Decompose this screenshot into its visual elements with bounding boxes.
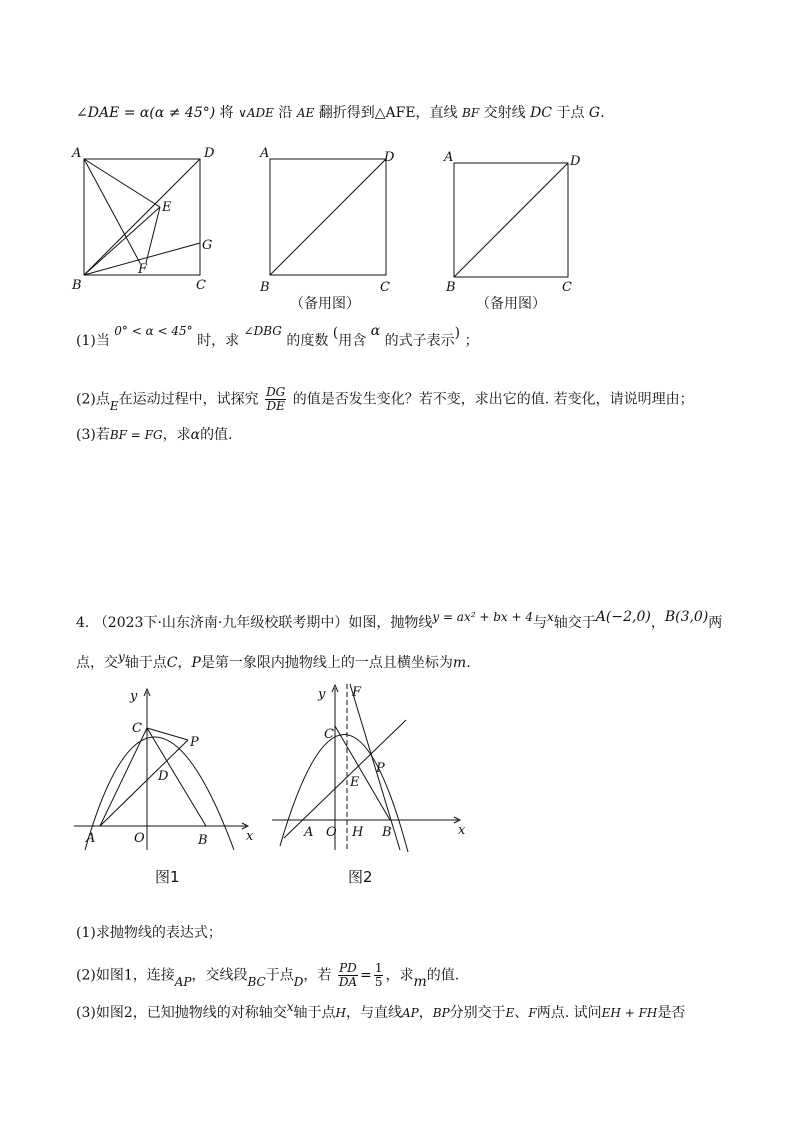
label-B: B	[72, 278, 82, 293]
svg-text:P: P	[190, 735, 199, 750]
square-figure-backup-1	[256, 145, 406, 295]
svg-text:B: B	[260, 280, 270, 295]
fraction-one-fifth: $\frac{1}{5}$	[374, 961, 383, 989]
parabola-figure-1	[70, 684, 260, 854]
svg-text:D: D	[570, 154, 581, 169]
p4-part-1: (1)求抛物线的表达式；	[76, 925, 222, 941]
svg-text:O: O	[326, 825, 337, 840]
svg-text:A: A	[260, 146, 270, 161]
problem-4-line-2: 点，交y轴于点C，P是第一象限内抛物线上的一点且横坐标为m.	[76, 650, 471, 671]
intro-line: ∠DAE = α(α ≠ 45°) 将 ∨ADE 沿 AE 翻折得到△AFE，直线 BF 交射线 DC 于点 G.	[76, 105, 605, 121]
fig1-x-label: x	[246, 829, 254, 844]
label-G: G	[202, 238, 213, 253]
fig2-y-label: y	[318, 687, 326, 702]
svg-text:D: D	[384, 150, 395, 165]
square-figure-main	[70, 145, 220, 295]
svg-text:B: B	[382, 825, 392, 840]
svg-text:B: B	[446, 280, 456, 295]
question-part-3: (3)若BF = FG，求α的值.	[76, 427, 233, 443]
svg-text:P: P	[376, 761, 385, 776]
p4-part-3: (3)如图2，已知抛物线的对称轴交x轴于点H，与直线AP，BP分别交于E、F两点. 试问EH + FH是否	[76, 1000, 686, 1021]
fraction-pd-da: $\frac{PD}{DA}$	[338, 961, 358, 989]
label-C: C	[196, 278, 206, 293]
svg-text:H: H	[352, 825, 364, 840]
svg-text:A: A	[444, 150, 454, 165]
svg-text:D: D	[158, 769, 169, 784]
svg-text:O: O	[134, 831, 145, 846]
label-E: E	[162, 200, 172, 215]
square-figure-backup-2	[442, 145, 592, 295]
svg-text:C: C	[324, 727, 334, 742]
backup-caption-1: （备用图）	[290, 296, 360, 312]
question-part-1: (1)当 0° < α < 45° 时，求 ∠DBG 的度数 (用含 α 的式子表示) ；	[76, 323, 479, 349]
svg-text:C: C	[380, 280, 390, 295]
label-A: A	[72, 146, 82, 161]
fig2-x-label: x	[458, 823, 466, 838]
svg-text:C: C	[562, 280, 572, 295]
parabola-figure-2	[268, 680, 468, 860]
fig2-caption: 图2	[348, 868, 373, 886]
svg-text:F: F	[352, 685, 362, 700]
svg-text:E: E	[350, 775, 360, 790]
label-F: F	[138, 262, 148, 277]
backup-caption-2: （备用图）	[476, 296, 546, 312]
fig1-y-label: y	[130, 689, 138, 704]
svg-text:A: A	[304, 825, 314, 840]
p4-part-2: (2)如图1，连接AP，交线段BC于点D，若 $\frac{PD}{DA}$ = $\frac{1}{5}$ ，求m的值.	[76, 961, 460, 990]
label-D: D	[204, 146, 215, 161]
question-part-2: (2)点E在运动过程中，试探究 $\frac{DG}{DE}$ 的值是否发生变化？若不变，求出它的值. 若变化，请说明理由；	[76, 385, 694, 413]
fraction-dg-de: $\frac{DG}{DE}$	[266, 385, 286, 413]
angle-expression: ∠DAE = α(α ≠ 45°)	[76, 105, 216, 121]
svg-text:B: B	[198, 833, 208, 848]
fig1-caption: 图1	[155, 868, 180, 886]
svg-text:C: C	[132, 721, 142, 736]
svg-text:A: A	[86, 831, 96, 846]
problem-4-line-1: 4. （2023下·山东济南·九年级校联考期中）如图，抛物线y = ax² + bx + 4与x轴交于A(−2,0)，B(3,0)两	[76, 609, 723, 631]
